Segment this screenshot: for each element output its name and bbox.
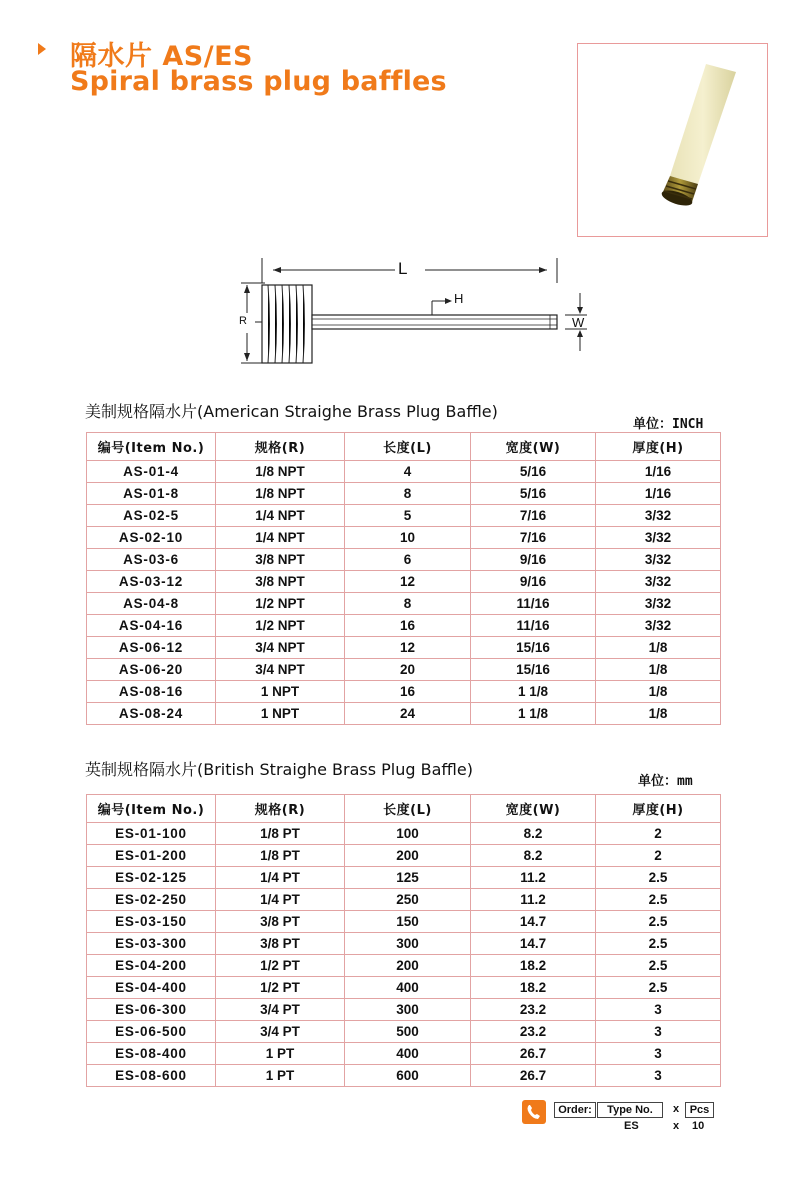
table-cell: ES-04-400	[87, 977, 216, 999]
table-row	[87, 461, 721, 483]
table-cell: 7/16	[471, 527, 596, 549]
table-cell: 6	[345, 549, 471, 571]
table-cell: ES-04-200	[87, 955, 216, 977]
table-row	[87, 659, 721, 681]
table-cell: 1/2 NPT	[216, 593, 345, 615]
table-cell: 3/32	[596, 549, 721, 571]
table-cell: 1/8 PT	[216, 845, 345, 867]
table-cell: 2.5	[596, 977, 721, 999]
table-cell: 300	[345, 933, 471, 955]
table-cell: 300	[345, 999, 471, 1021]
table-cell: 1/4 PT	[216, 867, 345, 889]
times-sign: x	[673, 1103, 680, 1115]
table-cell: 250	[345, 889, 471, 911]
column-header: 厚度(H)	[596, 795, 721, 823]
table-cell: AS-08-16	[87, 681, 216, 703]
table-row	[87, 823, 721, 845]
table-cell: 1 NPT	[216, 703, 345, 725]
table-row	[87, 703, 721, 725]
table-cell: ES-01-200	[87, 845, 216, 867]
table-cell: 3	[596, 999, 721, 1021]
table-cell: 3/32	[596, 593, 721, 615]
table-cell: 600	[345, 1065, 471, 1087]
table-cell: 2.5	[596, 911, 721, 933]
table-cell: 2.5	[596, 933, 721, 955]
table-row	[87, 999, 721, 1021]
table-header-row	[87, 433, 721, 461]
table-cell: ES-01-100	[87, 823, 216, 845]
column-header: 编号(Item No.)	[87, 795, 216, 823]
table-cell: 12	[345, 571, 471, 593]
table-cell: 7/16	[471, 505, 596, 527]
table-cell: 8.2	[471, 823, 596, 845]
table-row	[87, 1065, 721, 1087]
table-cell: AS-02-10	[87, 527, 216, 549]
table-cell: 3	[596, 1065, 721, 1087]
table-cell: 1/4 PT	[216, 889, 345, 911]
table-cell: AS-01-8	[87, 483, 216, 505]
table-cell: ES-02-250	[87, 889, 216, 911]
table-cell: 1 1/8	[471, 703, 596, 725]
table-cell: 11.2	[471, 867, 596, 889]
table-row	[87, 593, 721, 615]
table-cell: AS-06-12	[87, 637, 216, 659]
british-spec-table	[86, 794, 721, 1087]
table-row	[87, 867, 721, 889]
table-cell: 1/4 NPT	[216, 527, 345, 549]
pcs-label: Pcs	[685, 1102, 714, 1118]
table-cell: 23.2	[471, 999, 596, 1021]
table-cell: 100	[345, 823, 471, 845]
table-cell: 1/8 NPT	[216, 483, 345, 505]
table-row	[87, 1043, 721, 1065]
table-row	[87, 933, 721, 955]
table-cell: 12	[345, 637, 471, 659]
column-header: 宽度(W)	[471, 795, 596, 823]
table-cell: 3/4 PT	[216, 1021, 345, 1043]
table-cell: 2	[596, 845, 721, 867]
table-row	[87, 549, 721, 571]
table-cell: 125	[345, 867, 471, 889]
table-cell: 16	[345, 615, 471, 637]
table-cell: 18.2	[471, 977, 596, 999]
table-cell: ES-03-150	[87, 911, 216, 933]
page-title-en: Spiral brass plug baffles	[70, 66, 447, 97]
table-cell: 1/8	[596, 703, 721, 725]
table-cell: 2.5	[596, 867, 721, 889]
british-unit: 单位：mm	[638, 774, 693, 789]
table-cell: AS-08-24	[87, 703, 216, 725]
table-cell: 5	[345, 505, 471, 527]
table-cell: ES-02-125	[87, 867, 216, 889]
table-cell: AS-03-12	[87, 571, 216, 593]
type-value: ES	[624, 1120, 639, 1132]
table-cell: 3/4 NPT	[216, 659, 345, 681]
table-cell: 150	[345, 911, 471, 933]
table-cell: 24	[345, 703, 471, 725]
order-label: Order:	[554, 1102, 596, 1118]
table-cell: ES-06-500	[87, 1021, 216, 1043]
table-row	[87, 977, 721, 999]
american-unit: 单位：INCH	[633, 417, 704, 432]
table-cell: AS-04-8	[87, 593, 216, 615]
table-row	[87, 615, 721, 637]
phone-icon	[522, 1100, 546, 1124]
table-row	[87, 483, 721, 505]
table-cell: 200	[345, 955, 471, 977]
table-cell: 23.2	[471, 1021, 596, 1043]
plug-baffle-image	[578, 44, 767, 236]
times-sign-2: x	[673, 1120, 680, 1132]
table-cell: ES-08-600	[87, 1065, 216, 1087]
table-cell: AS-03-6	[87, 549, 216, 571]
table-cell: 10	[345, 527, 471, 549]
table-cell: AS-01-4	[87, 461, 216, 483]
table-cell: 3	[596, 1043, 721, 1065]
table-cell: 500	[345, 1021, 471, 1043]
radius-label: R	[239, 315, 247, 327]
width-label: W	[572, 315, 585, 330]
table-row	[87, 571, 721, 593]
table-cell: 1/2 NPT	[216, 615, 345, 637]
table-cell: 1/8	[596, 637, 721, 659]
pcs-value: 10	[692, 1120, 705, 1132]
table-row	[87, 505, 721, 527]
table-cell: AS-06-20	[87, 659, 216, 681]
table-cell: 1 NPT	[216, 681, 345, 703]
column-header: 编号(Item No.)	[87, 433, 216, 461]
table-cell: AS-04-16	[87, 615, 216, 637]
table-cell: 1/8 PT	[216, 823, 345, 845]
table-cell: 18.2	[471, 955, 596, 977]
title-arrow-icon	[38, 43, 46, 55]
column-header: 长度(L)	[345, 433, 471, 461]
table-cell: 1/8 NPT	[216, 461, 345, 483]
table-cell: 4	[345, 461, 471, 483]
table-cell: 1 PT	[216, 1043, 345, 1065]
table-cell: 1/16	[596, 483, 721, 505]
table-cell: 26.7	[471, 1065, 596, 1087]
table-cell: 200	[345, 845, 471, 867]
table-cell: 5/16	[471, 483, 596, 505]
table-cell: 3	[596, 1021, 721, 1043]
table-cell: 3/8 PT	[216, 911, 345, 933]
table-cell: 1 PT	[216, 1065, 345, 1087]
column-header: 厚度(H)	[596, 433, 721, 461]
length-label: L	[398, 259, 408, 278]
table-cell: ES-08-400	[87, 1043, 216, 1065]
table-cell: 9/16	[471, 571, 596, 593]
table-cell: 3/8 NPT	[216, 571, 345, 593]
table-cell: 11.2	[471, 889, 596, 911]
table-row	[87, 911, 721, 933]
table-cell: 8	[345, 593, 471, 615]
table-cell: 20	[345, 659, 471, 681]
table-cell: 9/16	[471, 549, 596, 571]
table-cell: 2.5	[596, 955, 721, 977]
table-cell: 1/16	[596, 461, 721, 483]
table-cell: 15/16	[471, 659, 596, 681]
british-table-title: 英制规格隔水片(British Straighe Brass Plug Baffle)	[85, 760, 473, 779]
table-cell: 5/16	[471, 461, 596, 483]
table-cell: 26.7	[471, 1043, 596, 1065]
table-cell: 3/8 NPT	[216, 549, 345, 571]
table-cell: 3/8 PT	[216, 933, 345, 955]
table-cell: 3/4 NPT	[216, 637, 345, 659]
table-cell: 1 1/8	[471, 681, 596, 703]
table-row	[87, 1021, 721, 1043]
table-cell: 1/4 NPT	[216, 505, 345, 527]
table-cell: 3/32	[596, 571, 721, 593]
table-row	[87, 527, 721, 549]
column-header: 规格(R)	[216, 433, 345, 461]
table-row	[87, 889, 721, 911]
table-cell: 1/2 PT	[216, 977, 345, 999]
table-cell: 400	[345, 1043, 471, 1065]
table-cell: 2	[596, 823, 721, 845]
table-row	[87, 845, 721, 867]
table-cell: 16	[345, 681, 471, 703]
column-header: 宽度(W)	[471, 433, 596, 461]
table-cell: ES-03-300	[87, 933, 216, 955]
table-cell: 2.5	[596, 889, 721, 911]
table-cell: 1/2 PT	[216, 955, 345, 977]
column-header: 规格(R)	[216, 795, 345, 823]
table-cell: 11/16	[471, 615, 596, 637]
table-cell: 14.7	[471, 933, 596, 955]
table-cell: 3/32	[596, 527, 721, 549]
table-cell: 1/8	[596, 681, 721, 703]
table-cell: 3/32	[596, 505, 721, 527]
page-title-cn: 隔水片 AS/ES	[70, 41, 253, 72]
dimension-diagram	[235, 255, 595, 375]
table-row	[87, 681, 721, 703]
table-cell: 1/8	[596, 659, 721, 681]
table-cell: 8	[345, 483, 471, 505]
table-cell: ES-06-300	[87, 999, 216, 1021]
table-header-row	[87, 795, 721, 823]
column-header: 长度(L)	[345, 795, 471, 823]
height-label: H	[454, 291, 464, 306]
product-photo	[577, 43, 768, 237]
table-cell: AS-02-5	[87, 505, 216, 527]
american-table-title: 美制规格隔水片(American Straighe Brass Plug Baffle)	[85, 402, 498, 421]
table-cell: 3/4 PT	[216, 999, 345, 1021]
american-spec-table	[86, 432, 721, 725]
table-cell: 3/32	[596, 615, 721, 637]
table-cell: 14.7	[471, 911, 596, 933]
table-cell: 8.2	[471, 845, 596, 867]
table-cell: 11/16	[471, 593, 596, 615]
type-no-label: Type No.	[597, 1102, 663, 1118]
table-row	[87, 955, 721, 977]
table-cell: 15/16	[471, 637, 596, 659]
table-cell: 400	[345, 977, 471, 999]
table-row	[87, 637, 721, 659]
